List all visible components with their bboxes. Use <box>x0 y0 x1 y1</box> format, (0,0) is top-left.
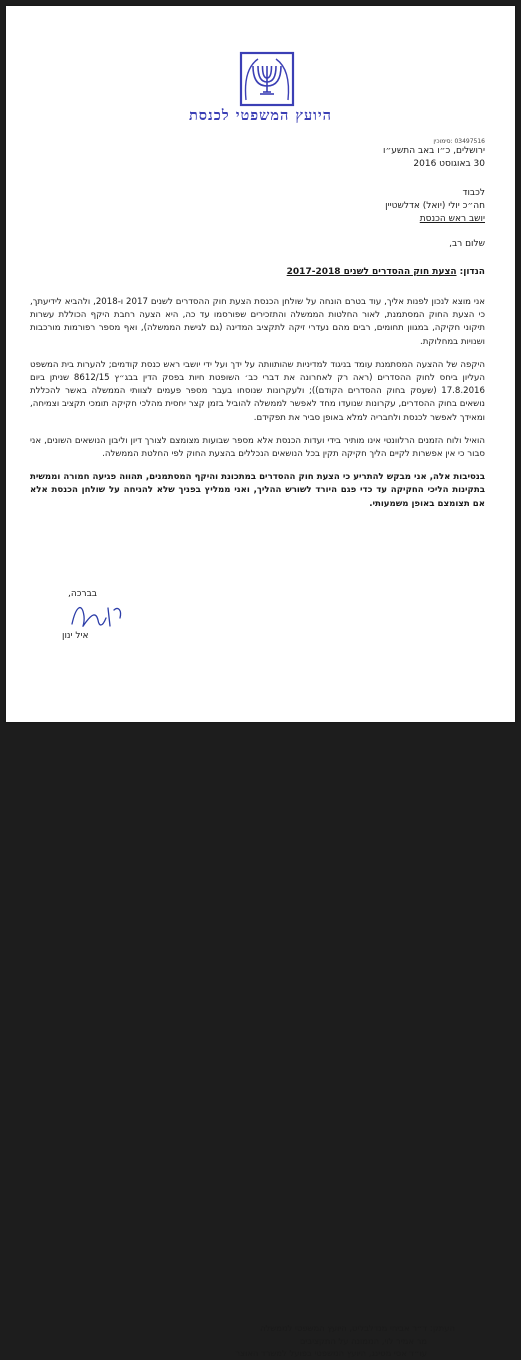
cc-recipient: עו״ד אסי מסינג, היועץ המשפטי בפועל למשרד האוצר <box>235 1348 427 1358</box>
body-paragraph-4: בנסיבות אלה, אני מבקש להתריע כי הצעת חוק ההסדרים במתכונת והיקף המסתמנים, תהווה פגיעה חמורה וממשית בתקינות הליכי החקיקה עד כדי פגם היורד לשורש ההליך, ואני ממליץ בפניך שלא להניחה על שולחן הכנסת אלא אם תצומצם באופן משמעותי. <box>30 472 485 509</box>
addressee-title: יושב ראש הכנסת <box>419 214 485 224</box>
addressee-block <box>385 187 485 226</box>
letter-page <box>6 6 515 1358</box>
reference-number: 03497516 :סימוכין <box>433 138 485 145</box>
addressee-name: חה״כ יולי (יואל) אדלשטיין <box>385 201 485 211</box>
cc-label: העתק: <box>430 1323 455 1333</box>
letter-body <box>30 296 485 521</box>
menorah-emblem-icon <box>238 50 296 108</box>
cc-recipient: ד״ר אביחי מנדלבליט, היועץ המשפטי לממשלה <box>260 1323 427 1333</box>
cc-recipients <box>235 1322 427 1360</box>
date-block <box>383 145 485 171</box>
body-paragraph-1: אני מוצא לנכון לפנות אליך, עוד בטרם הונחה על שולחן הכנסת הצעת חוק ההסדרים לשנים 2017 ו-2018, ולהביא לידיעתך, כי הצעת החוק המסתמנת, לאור החלטות הממשלה והתזכירים שפורסמו עד כה, היא הצעה רחבת היקף הכוללת עשרות תיקוני חקיקה, במגוון תחומים, רבים מהם נעדרי זיקה לתקציב המדינה (גם לגישת הממשלה), ואף מספר רפורמות מורכבות ושנויות במחלוקת. <box>30 297 486 347</box>
body-paragraph-2: היקפה של ההצעה המסתמנת עומד בניגוד למדיניות שהותוותה על ידך ועל ידי יושבי ראש כנסת קודמים; להערות בית המשפט העליון ביחס לחוק ההסדרים (ראה רק לאחרונה את דברי כב׳ השופטת חיות בפסק הדין בבג״ץ 8612/15 שניתן ביום 17.8.2016 (שעסק בחוק ההסדרים הקודם)); ולעקרונות שנוסחו בעבר מספר פעמים לצוותי הממשלה באשר להכללת נושאים בחוק ההסדרים, עקרונות שנועדו מחד לאפשר לממשלה להוביל בזמן קצר יחסית מהלכי חקיקה תומכי תקציב וצמיחה, ומאידך לאפשר לכנסת ולחבריה למלא באופן סביר את תפקידם. <box>30 359 485 423</box>
subject-line <box>287 267 485 277</box>
addressee-to: לכבוד <box>462 188 485 198</box>
date-hebrew: ירושלים, כ״ו באב התשע״ו <box>383 146 485 156</box>
date-gregorian: 30 באוגוסט 2016 <box>413 159 485 169</box>
greeting: שלום רב, <box>449 239 485 249</box>
signer-name: איל ינון <box>62 631 89 641</box>
subject-prefix: הנדון: <box>459 267 485 277</box>
sign-off: בברכה, <box>68 589 97 599</box>
body-paragraph-3: הואיל ולוח הזמנים הרלוונטי אינו מותיר בידי ועדות הכנסת אלא מספר שבועות מצומצם לצורך דיון וליבון הנושאים השונים, אני סבור כי אין אפשרות לקיים הליך חקיקה תקין בכל הנושאים הנכללים בהצעת החוק לפי החלטת הממשלה. <box>30 435 485 460</box>
cc-recipient: מר אמיר לוי, הממונה על התקציבים <box>299 1335 427 1346</box>
subject-text: הצעת חוק ההסדרים לשנים 2017-2018 <box>286 267 457 277</box>
handwritten-signature <box>62 596 132 636</box>
org-title: היועץ המשפטי לכנסת <box>188 107 333 124</box>
